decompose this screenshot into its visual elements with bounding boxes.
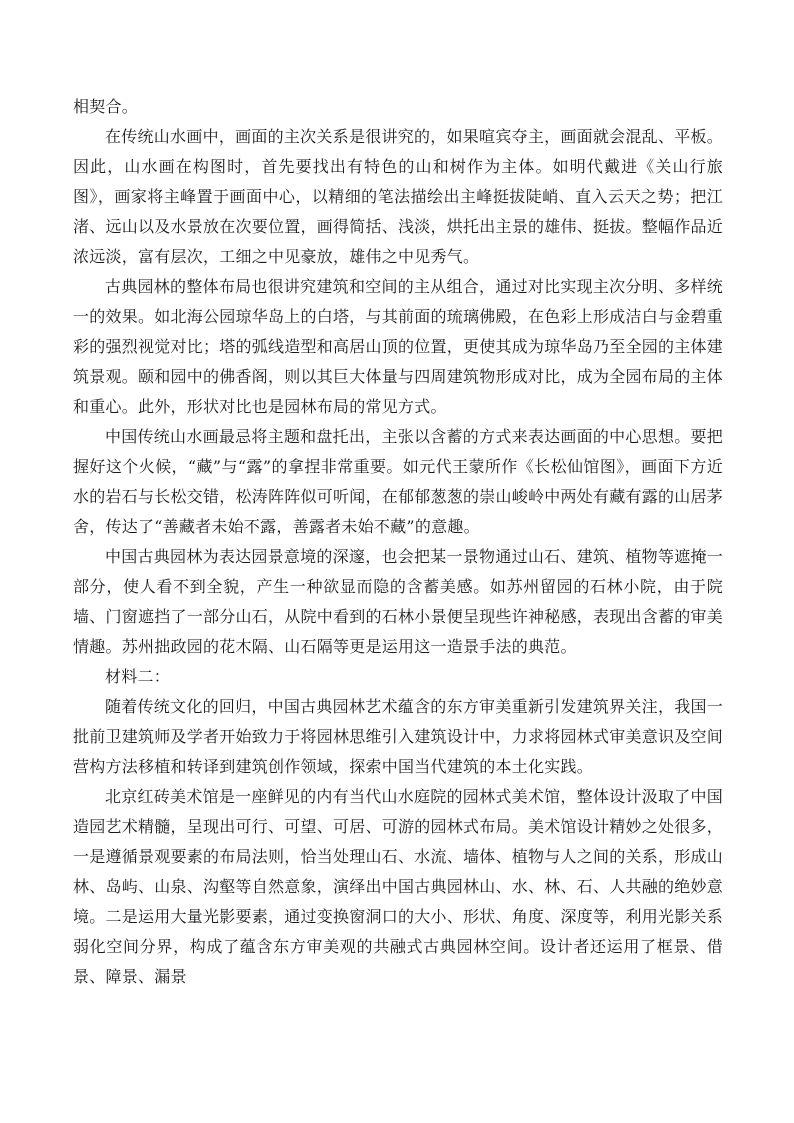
paragraph-garden-layout-hierarchy: 古典园林的整体布局也很讲究建筑和空间的主从组合，通过对比实现主次分明、多样统一的效果。如北海公园琼华岛上的白塔，与其前面的琉璃佛殿，在色彩上形成洁白与金碧重彩的强烈视觉对比；塔的弧线造型和高居山顶的位置，更使其成为琼华岛乃至全园的主体建筑景观。颐和园中的佛香阁，则以其巨大体量与四周建筑物形成对比，成为全园布局的主体和重心。此外，形状对比也是园林布局的常见方式。 [73,277,724,416]
paragraph-continuation: 相契合。 [73,97,139,116]
section-heading-material-two: 材料二： [105,667,171,686]
document-body [73,92,723,992]
paragraph-red-brick-museum: 北京红砖美术馆是一座鲜见的内有当代山水庭院的园林式美术馆，整体设计汲取了中国造园艺术精髓，呈现出可行、可望、可居、可游的园林式布局。美术馆设计精妙之处很多，一是遵循景观要素的布局法则，恰当处理山石、水流、墙体、植物与人之间的关系，形成山林、岛屿、山泉、沟壑等自然意象，演绎出中国古典园林山、水、林、石、人共融的绝妙意境。二是运用大量光影要素，通过变换窗洞口的大小、形状、角度、深度等，利用光影关系弱化空间分界，构成了蕴含东方审美观的共融式古典园林空间。设计者还运用了框景、借景、障景、漏景 [73,787,724,986]
paragraph-garden-concealment: 中国古典园林为表达园景意境的深邃，也会把某一景物通过山石、建筑、植物等遮掩一部分，使人看不到全貌，产生一种欲显而隐的含蓄美感。如苏州留园的石林小院，由于院墙、门窗遮挡了一部分山石，从院中看到的石林小景便呈现些许神秘感，表现出含蓄的审美情趣。苏州拙政园的花木隔、山石隔等更是运用这一造景手法的典范。 [73,547,724,656]
paragraph-traditional-culture-return: 随着传统文化的回归，中国古典园林艺术蕴含的东方审美重新引发建筑界关注，我国一批前卫建筑师及学者开始致力于将园林思维引入建筑设计中，力求将园林式审美意识及空间营构方法移植和转译到建筑创作领域，探索中国当代建筑的本土化实践。 [73,697,724,776]
paragraph-painting-concealment: 中国传统山水画最忌将主题和盘托出，主张以含蓄的方式来表达画面的中心思想。要把握好这个火候，“藏”与“露”的拿捏非常重要。如元代王蒙所作《长松仙馆图》，画面下方近水的岩石与长松交错，松涛阵阵似可听闻，在郁郁葱葱的崇山峻岭中两处有藏有露的山居茅舍，传达了“善藏者未始不露，善露者未始不藏”的意趣。 [73,427,724,536]
paragraph-landscape-painting-hierarchy: 在传统山水画中，画面的主次关系是很讲究的，如果喧宾夺主，画面就会混乱、平板。因此，山水画在构图时，首先要找出有特色的山和树作为主体。如明代戴进《关山行旅图》，画家将主峰置于画面中心，以精细的笔法描绘出主峰挺拔陡峭、直入云天之势；把江渚、远山以及水景放在次要位置，画得简括、浅淡，烘托出主景的雄伟、挺拔。整幅作品近浓远淡，富有层次，工细之中见豪放，雄伟之中见秀气。 [73,127,724,266]
